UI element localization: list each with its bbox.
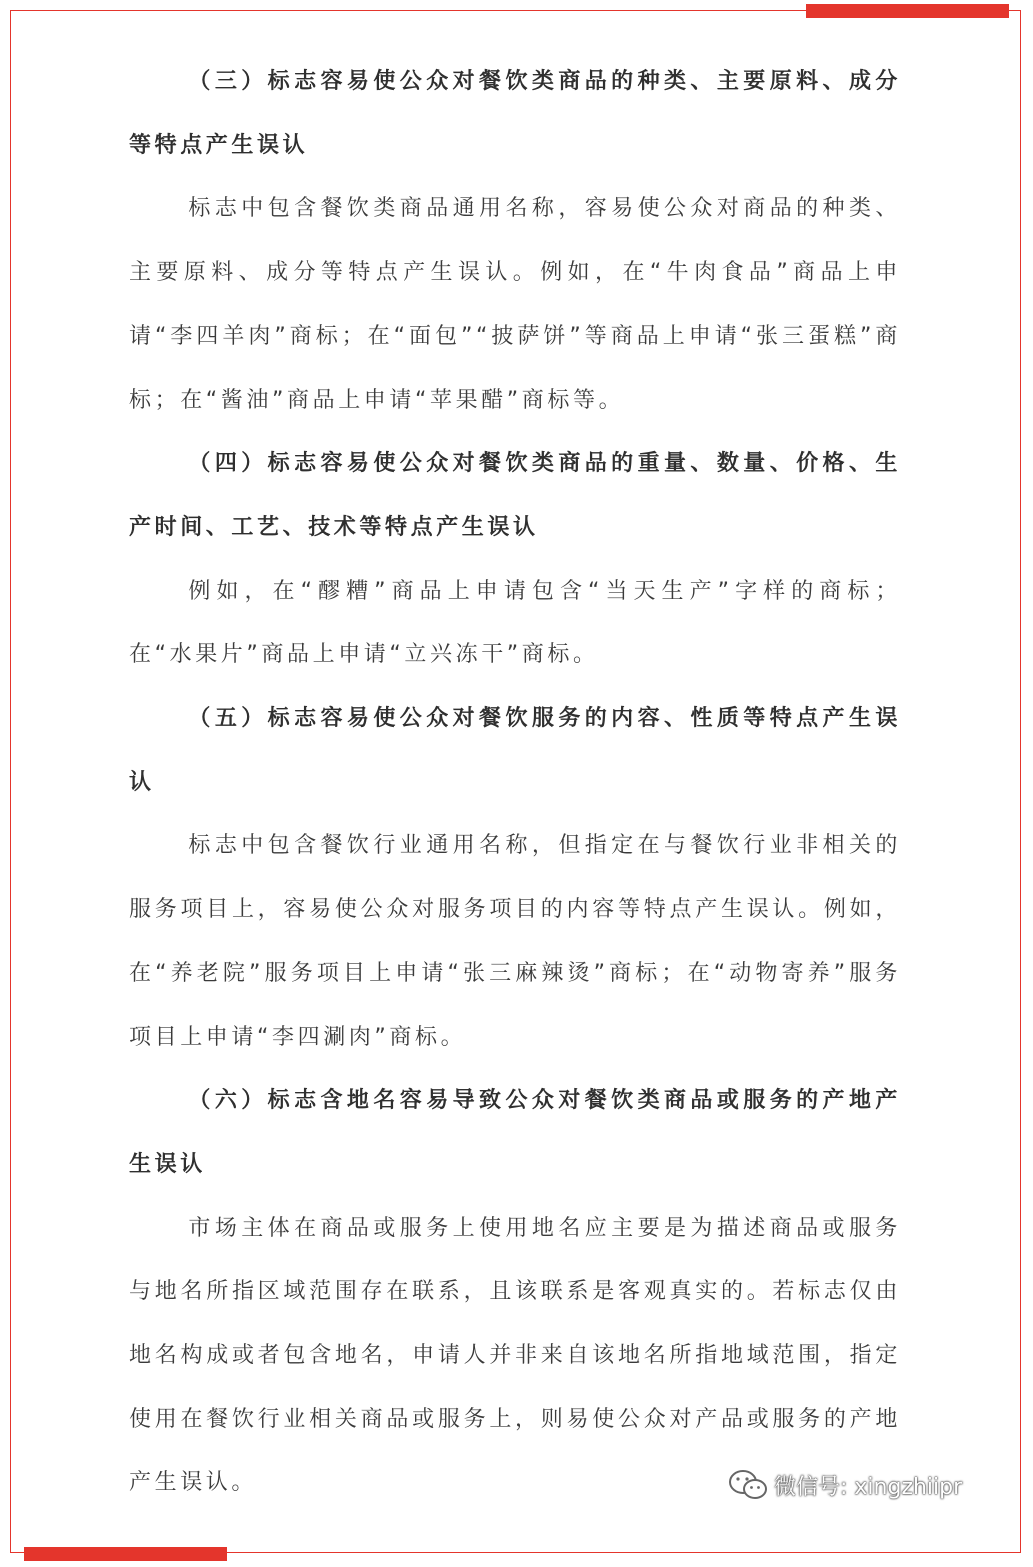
bottom-accent-bar bbox=[24, 1547, 227, 1561]
section-paragraph-5: 标志中包含餐饮行业通用名称，但指定在与餐饮行业非相关的服务项目上，容易使公众对服务项目的内容等特点产生误认。例如，在“养老院”服务项目上申请“张三麻辣烫”商标；在“动物寄养”服务项目上申请“李四涮肉”商标。 bbox=[129, 833, 901, 1050]
section-heading-3: （三）标志容易使公众对餐饮类商品的种类、主要原料、成分等特点产生误认 bbox=[129, 69, 901, 158]
wechat-watermark bbox=[728, 1468, 962, 1502]
document-body bbox=[129, 50, 901, 1515]
section-heading-6: （六）标志含地名容易导致公众对餐饮类商品或服务的产地产生误认 bbox=[129, 1088, 901, 1177]
section-paragraph-3: 标志中包含餐饮类商品通用名称，容易使公众对商品的种类、主要原料、成分等特点产生误认。例如，在“牛肉食品”商品上申请“李四羊肉”商标；在“面包”“披萨饼”等商品上申请“张三蛋糕”商标；在“酱油”商品上申请“苹果醋”商标等。 bbox=[129, 196, 901, 413]
section-paragraph-4: 例如，在“醪糟”商品上申请包含“当天生产”字样的商标；在“水果片”商品上申请“立兴冻干”商标。 bbox=[129, 578, 901, 668]
section-heading-4: （四）标志容易使公众对餐饮类商品的重量、数量、价格、生产时间、工艺、技术等特点产生误认 bbox=[129, 451, 901, 540]
wechat-icon bbox=[728, 1468, 768, 1502]
top-accent-bar bbox=[806, 4, 1009, 18]
wechat-watermark-label: 微信号: xingzhiipr bbox=[774, 1474, 963, 1500]
section-paragraph-6: 市场主体在商品或服务上使用地名应主要是为描述商品或服务与地名所指区域范围存在联系，且该联系是客观真实的。若标志仅由地名构成或者包含地名，申请人并非来自该地名所指地域范围，指定使用在餐饮行业相关商品或服务上，则易使公众对产品或服务的产地产生误认。 bbox=[129, 1215, 901, 1496]
section-heading-5: （五）标志容易使公众对餐饮服务的内容、性质等特点产生误认 bbox=[129, 706, 901, 795]
